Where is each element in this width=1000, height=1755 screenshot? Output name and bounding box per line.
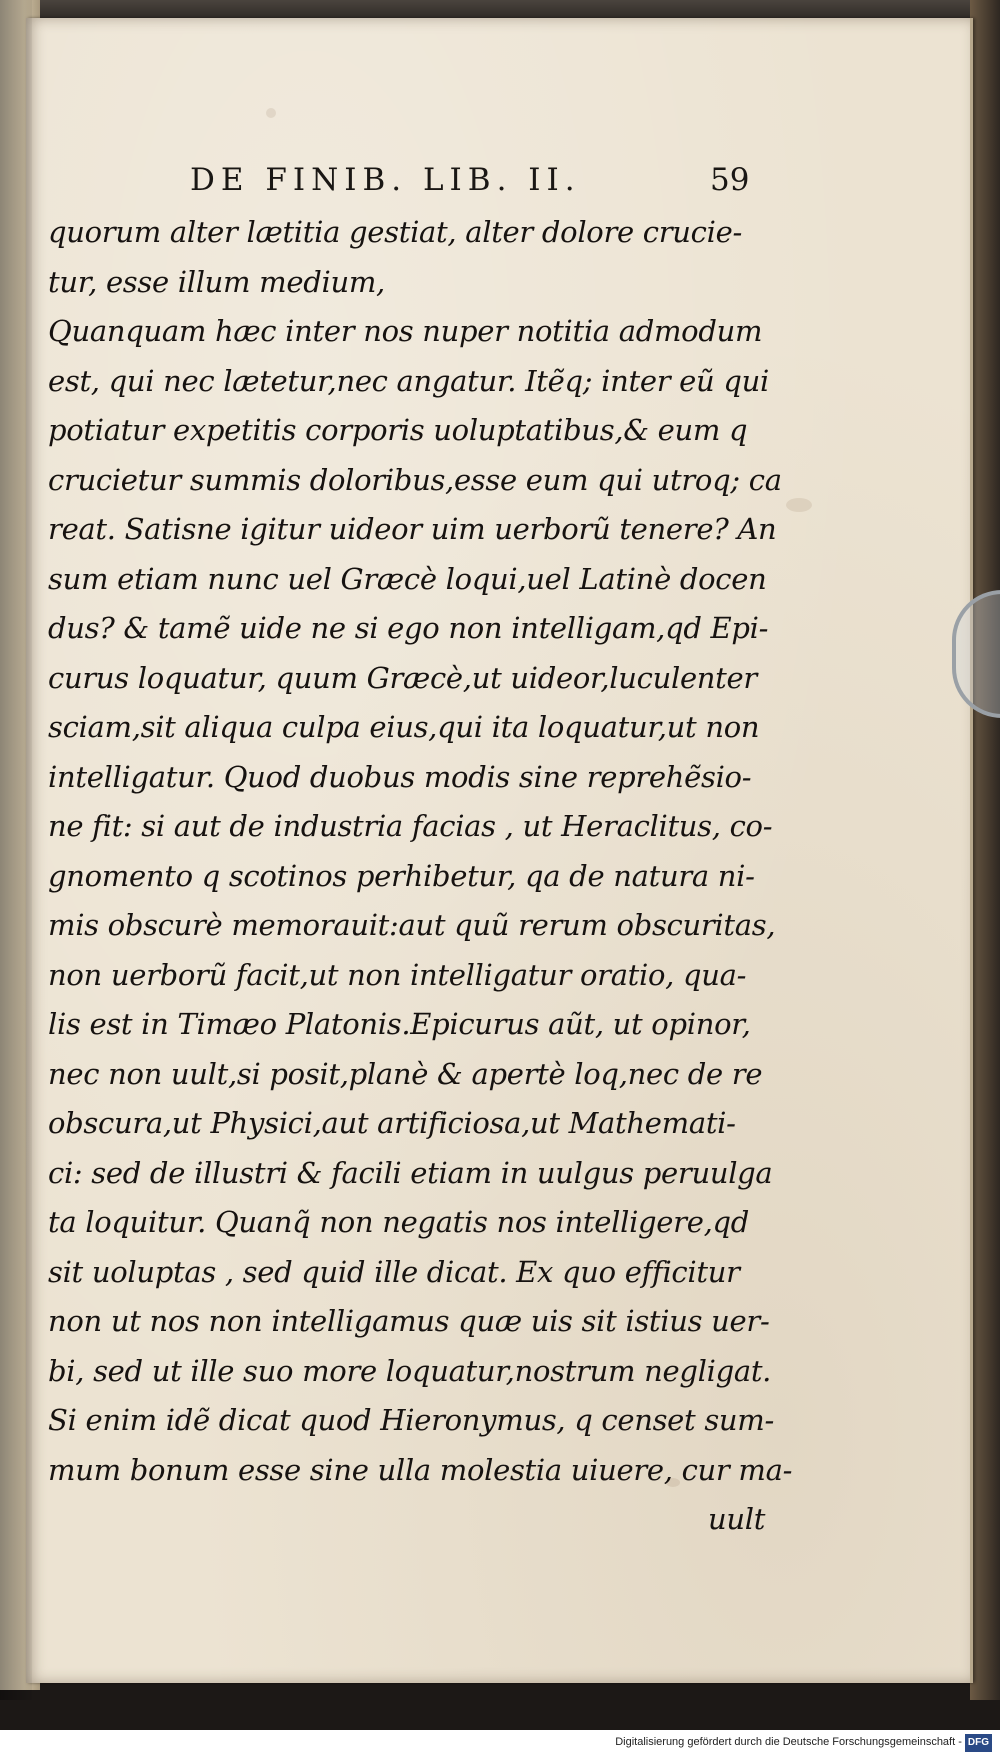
credit-text: Digitalisierung gefördert durch die Deutsche Forschungsgemeinschaft - [615,1736,962,1748]
text-line: nec non uult,si posit,planè & apertè loq,nec de re [48,1056,763,1091]
text-line: ne fit: si aut de industria facias , ut Heraclitus, co- [48,809,773,843]
text-line: potiatur expetitis corporis uoluptatibus,& eum q [48,413,748,447]
text-line: Quanquam hæc inter nos nuper notitia admodum [48,314,763,348]
text-line: sciam,sit aliqua culpa eius,qui ita loquatur,ut non [48,710,760,744]
digitization-credit [615,1733,992,1751]
text-line: tur, esse illum medium, [48,264,385,299]
text-line: sit uoluptas , sed quid ille dicat. Ex quo efficitur [48,1254,740,1289]
text-line: lis est in Timæo Platonis.Epicurus aũt, ut opinor, [48,1007,751,1041]
running-title: DE FINIB. LIB. II. [190,162,581,198]
text-line: mis obscurè memorauit:aut quũ rerum obscuritas, [48,908,776,942]
text-line: est, qui nec lætetur,nec angatur. Itẽq; inter eũ qui [48,363,769,398]
text-line: sum etiam nunc uel Græcè loqui,uel Latinè docen [48,561,767,596]
text-line: dus? & tamẽ uide ne si ego non intelligam,qd Epi- [48,611,769,645]
text-line: ta loquitur. Quanq̃ non negatis nos intelligere,qd [48,1205,750,1239]
text-line: obscura,ut Physici,aut artificiosa,ut Mathemati- [48,1106,736,1140]
text-line: intelligatur. Quod duobus modis sine reprehẽsio- [48,759,752,794]
text-line: reat. Satisne igitur uideor uim uerborũ tenere? An [48,512,777,546]
text-line: uult [708,1502,766,1536]
book-right-edge [970,0,1000,1700]
text-line: non ut nos non intelligamus quæ uis sit istius uer- [48,1304,770,1338]
body-text [48,208,793,1545]
binding-shadow [0,0,32,1700]
text-line: quorum alter lætitia gestiat, alter dolore crucie- [48,215,742,249]
text-line: bi, sed ut ille suo more loquatur,nostrum negligat. [48,1353,772,1388]
page-number: 59 [710,162,750,198]
text-line: non uerborũ facit,ut non intelligatur oratio, qua- [48,957,747,992]
text-line: Si enim idẽ dicat quod Hieronymus, q censet sum- [48,1403,774,1437]
text-line: ci: sed de illustri & facili etiam in uulgus peruulga [48,1155,773,1190]
text-line: mum bonum esse sine ulla molestia uiuere, cur ma- [48,1452,793,1487]
dfg-logo: DFG [965,1734,992,1752]
text-line: curus loquatur, quum Græcè,ut uideor,luculenter [48,660,757,695]
text-line: crucietur summis doloribus,esse eum qui utroq; ca [48,462,782,497]
text-line: gnomento q scotinos perhibetur, qa de natura ni- [48,858,755,893]
